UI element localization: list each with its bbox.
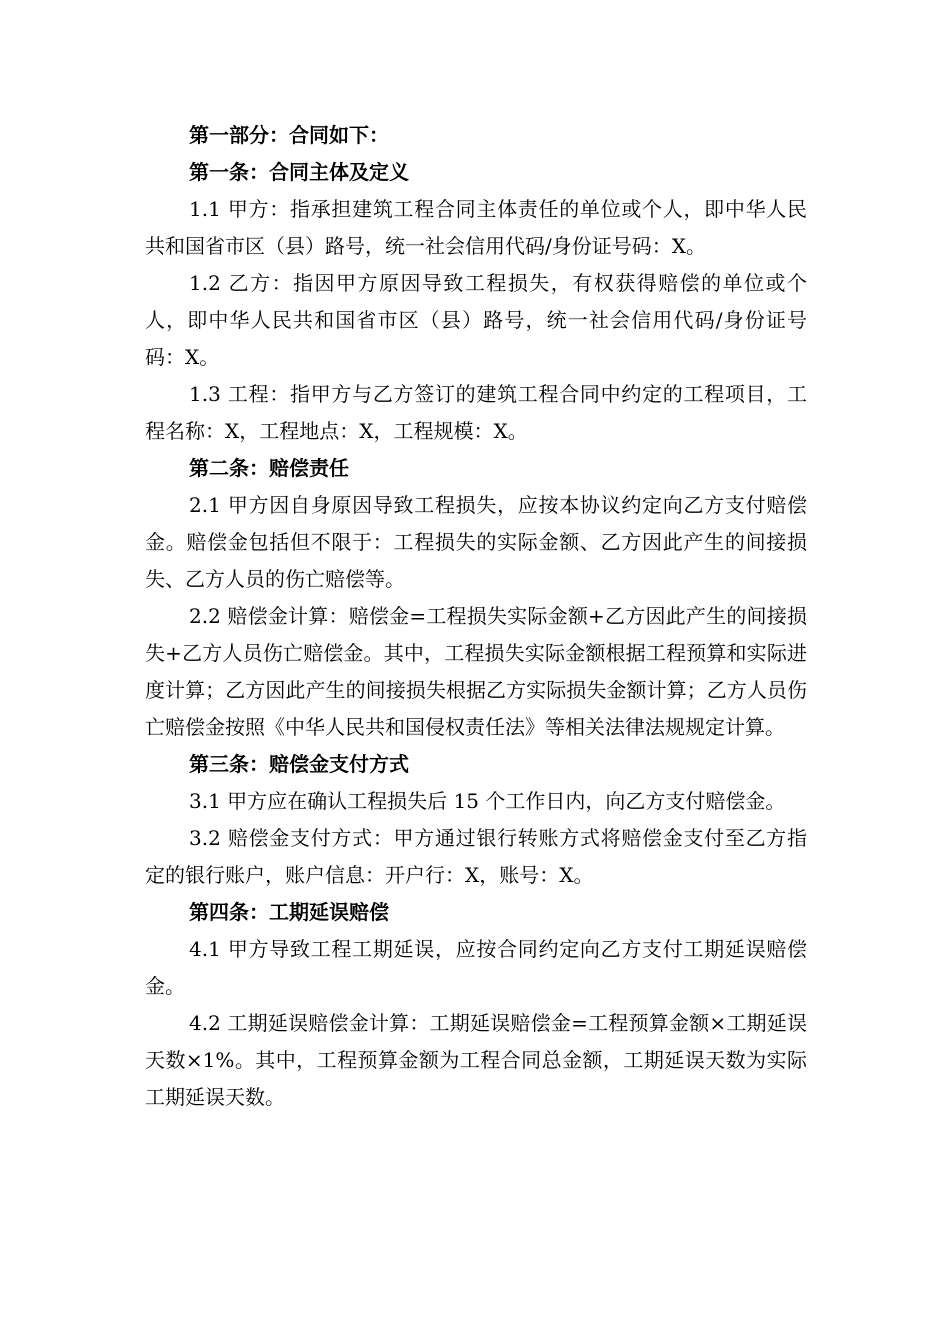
- clause-1-1: 1.1 甲方：指承担建筑工程合同主体责任的单位或个人，即中华人民共和国省市区（县）路号，统一社会信用代码/身份证号码：X。: [145, 197, 807, 258]
- clause-3-1: 3.1 甲方应在确认工程损失后 15 个工作日内，向乙方支付赔偿金。: [189, 789, 786, 813]
- clause-4-1: 4.1 甲方导致工程工期延误，应按合同约定向乙方支付工期延误赔偿金。: [145, 937, 807, 998]
- article-3-heading: 第三条：赔偿金支付方式: [189, 752, 409, 776]
- part-title: 第一部分：合同如下：: [189, 123, 389, 147]
- clause-4-2: 4.2 工期延误赔偿金计算：工期延误赔偿金=工程预算金额×工期延误天数×1%。其中，工程预算金额为工程合同总金额，工期延误天数为实际工期延误天数。: [145, 1011, 807, 1109]
- clause-1-3: 1.3 工程：指甲方与乙方签订的建筑工程合同中约定的工程项目，工程名称：X，工程地点：X，工程规模：X。: [145, 382, 807, 443]
- clause-1-2: 1.2 乙方：指因甲方原因导致工程损失，有权获得赔偿的单位或个人，即中华人民共和国省市区（县）路号，统一社会信用代码/身份证号码：X。: [145, 271, 807, 369]
- article-2-heading: 第二条：赔偿责任: [189, 456, 349, 480]
- document-page: [145, 117, 807, 1116]
- clause-3-2: 3.2 赔偿金支付方式：甲方通过银行转账方式将赔偿金支付至乙方指定的银行账户，账户信息：开户行：X，账号：X。: [145, 826, 807, 887]
- clause-2-1: 2.1 甲方因自身原因导致工程损失，应按本协议约定向乙方支付赔偿金。赔偿金包括但不限于：工程损失的实际金额、乙方因此产生的间接损失、乙方人员的伤亡赔偿等。: [145, 493, 807, 591]
- article-1-heading: 第一条：合同主体及定义: [189, 160, 409, 184]
- clause-2-2: 2.2 赔偿金计算：赔偿金=工程损失实际金额+乙方因此产生的间接损失+乙方人员伤亡赔偿金。其中，工程损失实际金额根据工程预算和实际进度计算；乙方因此产生的间接损失根据乙方实际损失金额计算；乙方人员伤亡赔偿金按照《中华人民共和国侵权责任法》等相关法律法规规定计算。: [145, 604, 807, 739]
- article-4-heading: 第四条：工期延误赔偿: [189, 900, 389, 924]
